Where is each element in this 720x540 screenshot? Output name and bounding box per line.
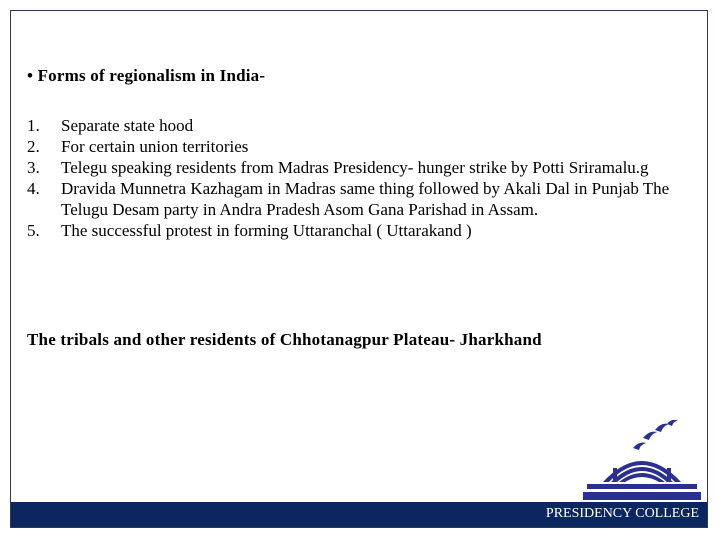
footer-bar [11,502,707,527]
list-item [27,136,687,157]
list-item-number: 1. [27,116,40,135]
list-item [27,157,687,178]
slide-heading: • Forms of regionalism in India- [27,66,266,85]
college-name: PRESIDENCY COLLEGE [545,506,699,521]
list-item-number: 2. [27,137,40,156]
list-item [27,115,687,136]
list-item-text: For certain union territories [61,137,249,156]
jharkhand-note: The tribals and other residents of Chhotanagpur Plateau- Jharkhand [27,330,542,349]
regionalism-list [27,115,687,241]
list-item-number: 5. [27,221,40,240]
list-item-number: 3. [27,158,40,177]
list-item-text: The successful protest in forming Uttaranchal ( Uttarakand ) [61,221,472,240]
list-item-text: Separate state hood [61,116,194,135]
list-item [27,178,687,220]
college-logo-icon [583,420,701,502]
list-item-text: Telegu speaking residents from Madras Presidency- hunger strike by Potti Sriramalu.g [61,158,649,177]
list-item-number: 4. [27,179,40,198]
list-item [27,220,687,241]
list-item-text: Dravida Munnetra Kazhagam in Madras same thing followed by Akali Dal in Punjab The Telugu Desam party in Andra Pradesh Asom Gana Parishad in Assam. [61,179,670,219]
